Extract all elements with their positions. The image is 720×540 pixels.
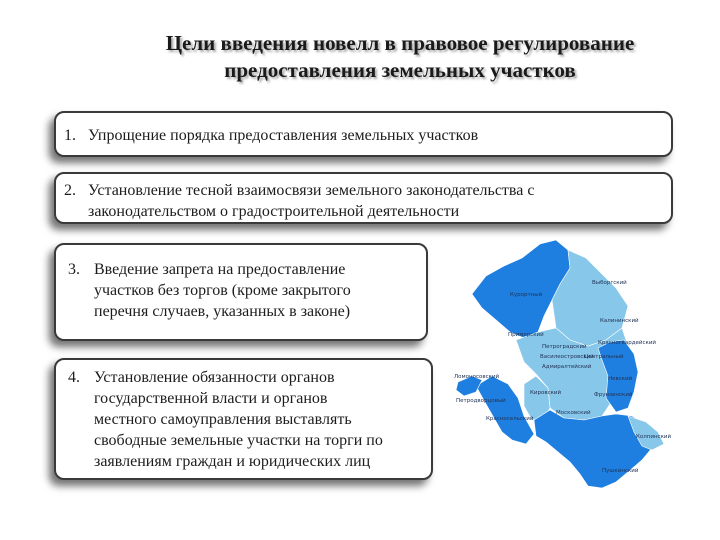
map-label: Ломоносовский xyxy=(454,374,500,380)
title-line-2: предоставления земельных участков xyxy=(224,58,576,82)
goal-box-1 xyxy=(54,111,673,157)
map-label: Курортный xyxy=(510,292,543,298)
goal-text-line: государственной власти и органов xyxy=(94,390,328,407)
map-label: Красносельский xyxy=(486,416,534,422)
map-label: Пушкинский xyxy=(602,468,639,474)
map-label: Василеостровский xyxy=(540,354,594,360)
map-label: Петроградский xyxy=(542,344,587,350)
map-label: Адмиралтейский xyxy=(542,364,592,370)
goal-text-line: участков без торгов (кроме закрытого xyxy=(94,282,351,299)
map-label: Невский xyxy=(608,376,633,382)
goal-box-3 xyxy=(54,243,428,341)
map-label: Выборгский xyxy=(592,280,627,286)
map-label: Московский xyxy=(556,410,591,416)
map-label: Колпинский xyxy=(636,434,672,440)
goal-text-line: Введение запрета на предоставление xyxy=(94,261,346,278)
map-label: Центральный xyxy=(584,354,624,360)
goal-text-line: местного самоуправления выставлять xyxy=(94,411,352,428)
goal-number: 2. xyxy=(64,182,76,199)
map-label: Красногвардейский xyxy=(598,340,656,346)
goal-text-line: Установление обязанности органов xyxy=(94,369,335,386)
map-label: Кировский xyxy=(530,390,562,396)
goal-text-line: свободные земельные участки на торги по xyxy=(94,432,383,449)
goal-text-line: перечня случаев, указанных в законе) xyxy=(94,303,351,320)
map-label: Петродворцовый xyxy=(456,398,506,404)
page-title xyxy=(120,30,680,84)
goal-text-line: заявлениям граждан и юридических лиц xyxy=(94,453,371,470)
title-line-1: Цели введения новелл в правовое регулирование xyxy=(165,31,635,55)
goal-box-2 xyxy=(54,172,673,224)
goal-text-line: законодательством о градостроительной деятельности xyxy=(88,203,460,220)
district-map-image xyxy=(452,236,706,494)
map-label: Приморский xyxy=(508,332,544,338)
goal-box-4 xyxy=(54,358,433,480)
goal-text-line: Установление тесной взаимосвязи земельного законодательства с xyxy=(88,182,535,199)
map-label: Фрунзенский xyxy=(594,392,633,398)
goal-number: 1. xyxy=(64,127,76,144)
goal-number: 4. xyxy=(68,369,80,386)
map-label: Калининский xyxy=(600,318,639,324)
goal-text-line: Упрощение порядка предоставления земельных участков xyxy=(88,127,479,144)
goal-number: 3. xyxy=(68,261,80,278)
